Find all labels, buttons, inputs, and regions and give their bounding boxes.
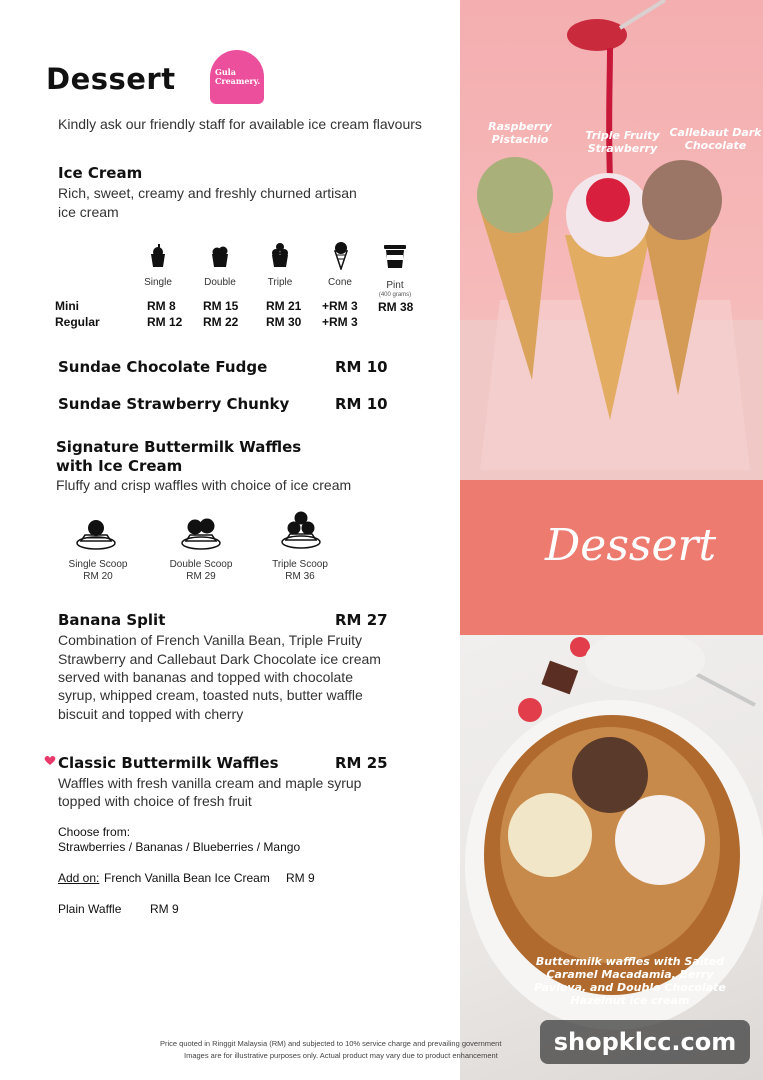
row-label-regular: Regular bbox=[55, 315, 100, 329]
pint-tub-icon bbox=[383, 243, 407, 269]
logo-text-2: Creamery. bbox=[215, 76, 261, 86]
flavour-label-2 bbox=[580, 129, 665, 155]
addon-price: RM 9 bbox=[286, 871, 315, 885]
waffle-single-label: Single Scoop bbox=[68, 559, 128, 570]
price-regular-double: RM 22 bbox=[203, 315, 239, 329]
banana-split-desc-3: served with bananas and topped with chocolate bbox=[58, 669, 353, 685]
size-label-double: Double bbox=[204, 277, 236, 288]
size-label-single: Single bbox=[144, 277, 172, 288]
price-mini-triple: RM 21 bbox=[266, 299, 302, 313]
double-cup-icon bbox=[209, 242, 231, 268]
size-label-pint: Pint bbox=[386, 280, 404, 291]
caption-line3: Pavlova, and Double Chocolate bbox=[534, 981, 726, 994]
signature-waffles-title-2: with Ice Cream bbox=[56, 457, 183, 475]
watermark: shopklcc.com bbox=[540, 1020, 750, 1064]
ice-cream-cones-photo bbox=[460, 0, 763, 480]
waffle-double-label: Double Scoop bbox=[169, 559, 233, 570]
waffle-single-scoop-icon bbox=[75, 515, 117, 551]
waffle-illustration bbox=[460, 635, 763, 1080]
caption-line2: Caramel Macadamia, Berry bbox=[546, 968, 714, 981]
dessert-banner bbox=[460, 480, 763, 635]
cone-icon bbox=[331, 240, 351, 270]
plain-waffle-label: Plain Waffle bbox=[58, 902, 122, 916]
sundae-chocolate-name: Sundae Chocolate Fudge bbox=[58, 358, 268, 376]
sundae-strawberry-name: Sundae Strawberry Chunky bbox=[58, 395, 290, 413]
waffle-double-price: RM 29 bbox=[186, 571, 216, 582]
flavour-label-1 bbox=[480, 120, 560, 146]
plain-waffle-price: RM 9 bbox=[150, 902, 179, 916]
price-pint: RM 38 bbox=[378, 300, 414, 314]
banana-split-desc-1: Combination of French Vanilla Bean, Triple Fruity bbox=[58, 632, 362, 648]
price-mini-double: RM 15 bbox=[203, 299, 239, 313]
choose-from-options: Strawberries / Bananas / Blueberries / Mango bbox=[58, 840, 301, 854]
banana-split-desc-4: syrup, whipped cream, toasted nuts, butter waffle bbox=[58, 687, 363, 703]
flavour1-line2: Pistachio bbox=[491, 133, 549, 146]
classic-waffles-desc-2: topped with choice of fresh fruit bbox=[58, 793, 252, 809]
price-regular-triple: RM 30 bbox=[266, 315, 302, 329]
waffle-double-scoop-icon bbox=[180, 513, 222, 551]
caption-line1: Buttermilk waffles with Salted bbox=[535, 955, 725, 968]
flavour1-line1: Raspberry bbox=[488, 120, 552, 133]
flavour-label-3 bbox=[668, 126, 763, 152]
banana-split-name: Banana Split bbox=[58, 611, 166, 629]
price-regular-single: RM 12 bbox=[147, 315, 183, 329]
row-label-mini: Mini bbox=[55, 299, 79, 313]
cones-illustration bbox=[460, 0, 763, 480]
price-mini-single: RM 8 bbox=[147, 299, 176, 313]
footer-note-2: Images are for illustrative purposes only. Actual product may vary due to product enhancement bbox=[184, 1051, 498, 1060]
ice-cream-desc-2: ice cream bbox=[58, 204, 119, 220]
size-label-cone: Cone bbox=[328, 277, 352, 288]
heart-icon bbox=[44, 755, 56, 766]
flavour2-line1: Triple Fruity bbox=[585, 129, 660, 142]
waffle-triple-label: Triple Scoop bbox=[272, 559, 328, 570]
page-title: Dessert bbox=[46, 62, 176, 96]
sundae-strawberry-price: RM 10 bbox=[335, 395, 388, 413]
logo-text-1: Gula bbox=[215, 67, 236, 77]
sundae-chocolate-price: RM 10 bbox=[335, 358, 388, 376]
footer-note-1: Price quoted in Ringgit Malaysia (RM) and subjected to 10% service charge and prevailing government bbox=[160, 1039, 502, 1048]
signature-waffles-desc: Fluffy and crisp waffles with choice of ice cream bbox=[56, 477, 352, 493]
waffle-triple-price: RM 36 bbox=[285, 571, 315, 582]
classic-waffles-name: Classic Buttermilk Waffles bbox=[58, 754, 279, 772]
banana-split-price: RM 27 bbox=[335, 611, 388, 629]
ice-cream-title: Ice Cream bbox=[58, 164, 143, 182]
flavour3-line1: Callebaut Dark bbox=[669, 126, 762, 139]
waffle-dish-photo bbox=[460, 635, 763, 1080]
triple-cup-icon bbox=[269, 242, 291, 268]
single-cup-icon bbox=[147, 242, 169, 268]
brand-logo bbox=[210, 50, 264, 104]
page-subtitle: Kindly ask our friendly staff for available ice cream flavours bbox=[58, 116, 422, 132]
waffle-triple-scoop-icon bbox=[280, 510, 322, 550]
waffle-single-price: RM 20 bbox=[83, 571, 113, 582]
price-mini-cone: +RM 3 bbox=[322, 299, 358, 313]
addon-label: Add on: bbox=[58, 871, 100, 885]
classic-waffles-desc-1: Waffles with fresh vanilla cream and maple syrup bbox=[58, 775, 362, 791]
ice-cream-desc-1: Rich, sweet, creamy and freshly churned artisan bbox=[58, 185, 357, 201]
size-note-pint: (400 grams) bbox=[378, 292, 412, 298]
banana-split-desc-5: biscuit and topped with cherry bbox=[58, 706, 244, 722]
banana-split-desc-2: Strawberry and Callebaut Dark Chocolate ice cream bbox=[58, 651, 381, 667]
caption-line4: Hazelnut ice cream bbox=[570, 994, 690, 1007]
signature-waffles-title-1: Signature Buttermilk Waffles bbox=[56, 438, 302, 456]
classic-waffles-price: RM 25 bbox=[335, 754, 388, 772]
size-label-triple: Triple bbox=[267, 277, 293, 288]
flavour2-line2: Strawberry bbox=[587, 142, 658, 155]
banner-script-title: Dessert bbox=[545, 520, 717, 571]
choose-from-label: Choose from: bbox=[58, 825, 131, 839]
addon-text: French Vanilla Bean Ice Cream bbox=[104, 871, 270, 885]
waffle-caption bbox=[510, 955, 750, 1007]
price-regular-cone: +RM 3 bbox=[322, 315, 358, 329]
flavour3-line2: Chocolate bbox=[684, 139, 747, 152]
